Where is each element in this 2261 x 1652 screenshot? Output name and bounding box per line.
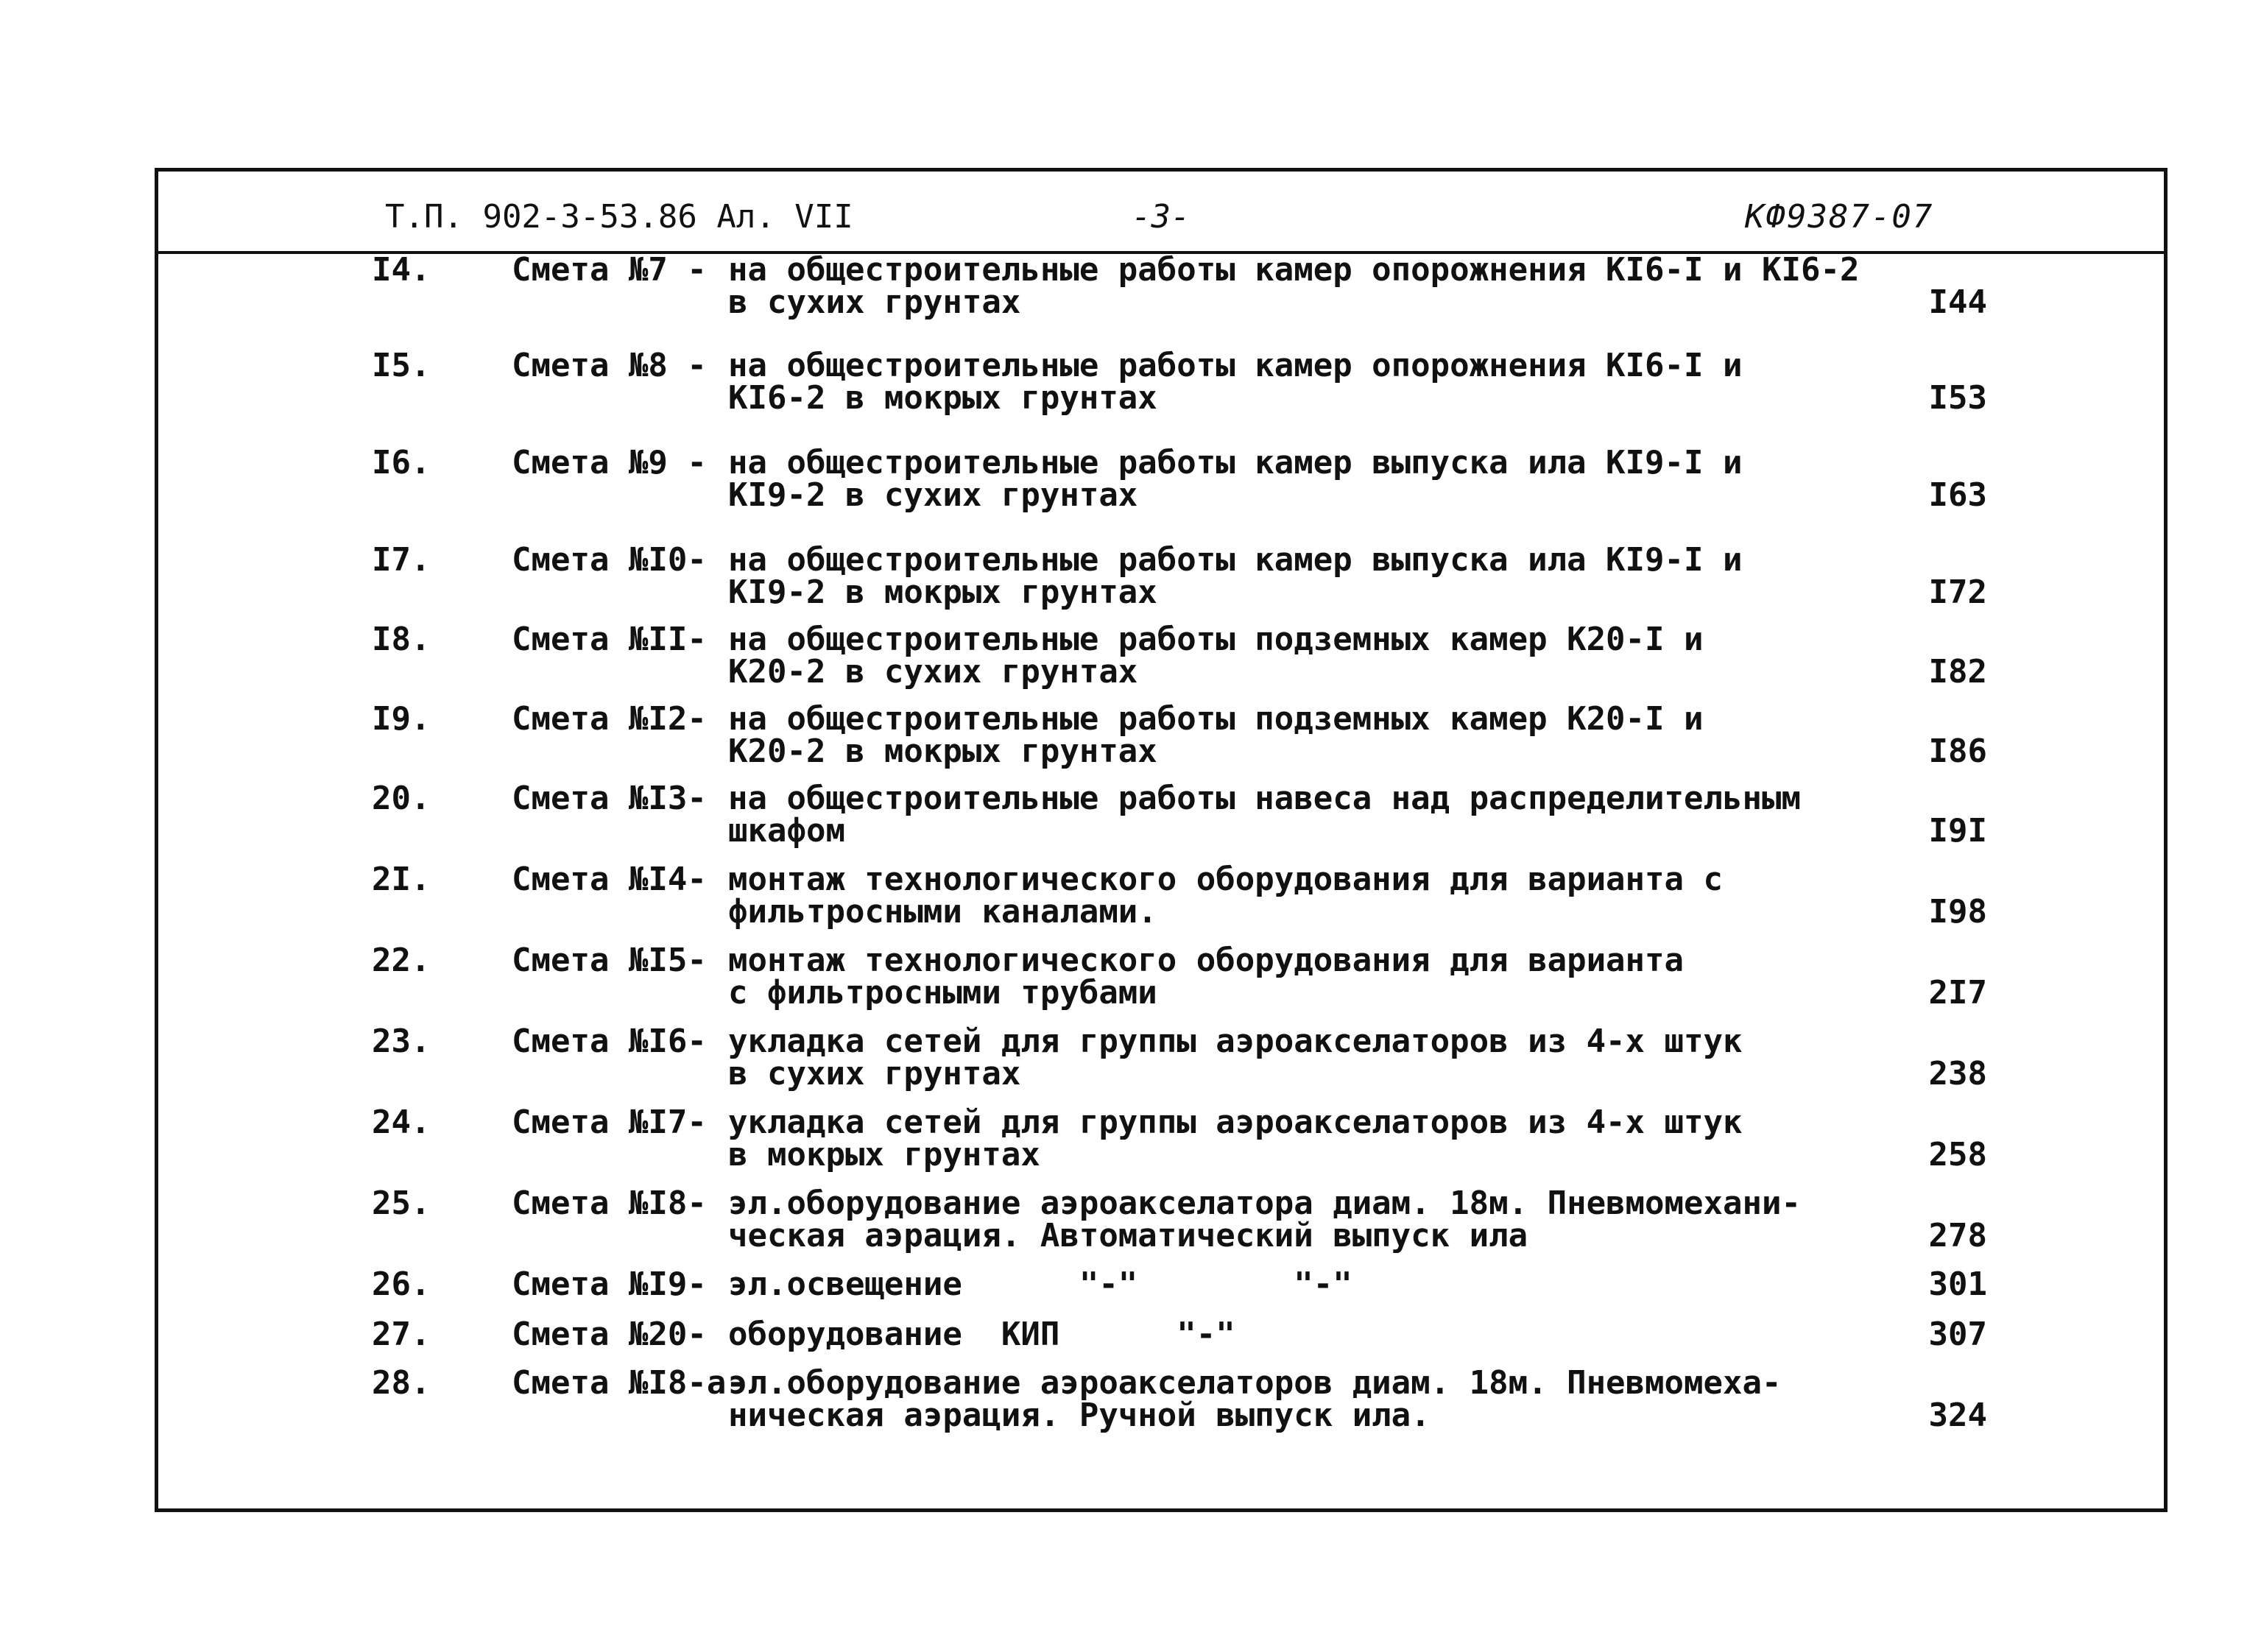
entry-page-number: I53 xyxy=(1928,379,1987,417)
estimate-label: Смета №7 - xyxy=(512,251,707,289)
estimate-label: Смета №I8-а- xyxy=(512,1364,746,1402)
estimate-label: Смета №I7- xyxy=(512,1104,707,1141)
toc-entry xyxy=(158,1106,2164,1171)
entry-description-continued: ческая аэрация. Автоматический выпуск ила xyxy=(728,1217,1528,1254)
entry-page-number: I98 xyxy=(1928,893,1987,931)
document-code: Т.П. 902-3-53.86 Ал. VII xyxy=(385,198,853,236)
entry-number: I4. xyxy=(372,251,431,289)
entry-description: эл.освещение "-" "-" xyxy=(728,1266,1352,1303)
entry-description: на общестроительные работы камер опорожнения КI6-I и xyxy=(728,347,1743,384)
entry-number: 28. xyxy=(372,1364,431,1402)
entry-page-number: I63 xyxy=(1928,476,1987,514)
entry-page-number: I72 xyxy=(1928,573,1987,611)
entry-description-continued: КI6-2 в мокрых грунтах xyxy=(728,379,1157,417)
toc-entry xyxy=(158,347,2164,417)
entry-page-number: 307 xyxy=(1928,1316,1987,1353)
entry-description-continued: КI9-2 в мокрых грунтах xyxy=(728,573,1157,611)
entry-description-continued: в сухих грунтах xyxy=(728,283,1021,321)
toc-entry xyxy=(158,444,2164,514)
entry-description: укладка сетей для группы аэроакселаторов из 4-х штук xyxy=(728,1104,1743,1141)
entry-page-number: I9I xyxy=(1928,812,1987,850)
entry-page-number: I82 xyxy=(1928,653,1987,691)
estimate-label: Смета №9 - xyxy=(512,444,707,481)
entry-description: эл.оборудование аэроакселатора диам. 18м. Пневмомехани- xyxy=(728,1185,1801,1222)
entry-page-number: 258 xyxy=(1928,1136,1987,1173)
entry-description: на общестроительные работы навеса над распределительным xyxy=(728,780,1801,817)
estimate-label: Смета №I8- xyxy=(512,1185,707,1222)
entry-description: на общестроительные работы подземных камер К20-I и xyxy=(728,700,1704,738)
toc-entry xyxy=(158,541,2164,611)
entry-number: 20. xyxy=(372,780,431,817)
entry-page-number: 278 xyxy=(1928,1217,1987,1254)
toc-entry xyxy=(158,1187,2164,1252)
entry-description-continued: с фильтросными трубами xyxy=(728,974,1157,1012)
estimate-label: Смета №II- xyxy=(512,621,707,658)
entry-page-number: 2I7 xyxy=(1928,974,1987,1012)
estimate-label: Смета №I6- xyxy=(512,1023,707,1060)
toc-entry xyxy=(158,251,2164,321)
entry-number: 2I. xyxy=(372,861,431,898)
reference-stamp: КФ9387-07 xyxy=(1745,198,1934,236)
entry-number: I5. xyxy=(372,347,431,384)
entry-number: 27. xyxy=(372,1316,431,1353)
estimate-label: Смета №20- xyxy=(512,1316,707,1353)
entry-description: монтаж технологического оборудования для варианта xyxy=(728,942,1685,979)
toc-entry xyxy=(158,780,2164,850)
page-header xyxy=(158,172,2164,254)
estimate-label: Смета №I2- xyxy=(512,700,707,738)
toc-entry xyxy=(158,700,2164,770)
entry-page-number: I44 xyxy=(1928,283,1987,321)
entry-description: эл.оборудование аэроакселаторов диам. 18м. Пневмомеха- xyxy=(728,1364,1782,1402)
estimate-label: Смета №I0- xyxy=(512,541,707,579)
entry-description-continued: К20-2 в сухих грунтах xyxy=(728,653,1138,691)
entry-description: на общестроительные работы камер выпуска ила КI9-I и xyxy=(728,444,1743,481)
entry-description-continued: в сухих грунтах xyxy=(728,1055,1021,1092)
entry-page-number: 324 xyxy=(1928,1397,1987,1434)
entry-number: 24. xyxy=(372,1104,431,1141)
entry-page-number: 238 xyxy=(1928,1055,1987,1092)
page-number: -3- xyxy=(1132,198,1191,236)
entry-number: 22. xyxy=(372,942,431,979)
entry-description-continued: КI9-2 в сухих грунтах xyxy=(728,476,1138,514)
entry-number: 23. xyxy=(372,1023,431,1060)
entry-description: оборудование КИП "-" xyxy=(728,1316,1235,1353)
entry-page-number: 301 xyxy=(1928,1266,1987,1303)
toc-entry xyxy=(158,1364,2164,1434)
document-frame xyxy=(155,168,2167,1512)
toc-entry xyxy=(158,621,2164,691)
toc-entry xyxy=(158,1316,2164,1353)
entry-number: I8. xyxy=(372,621,431,658)
entry-number: I9. xyxy=(372,700,431,738)
entry-number: 26. xyxy=(372,1266,431,1303)
toc-entry xyxy=(158,942,2164,1012)
entry-description-continued: фильтросными каналами. xyxy=(728,893,1157,931)
entry-description-continued: К20-2 в мокрых грунтах xyxy=(728,733,1157,770)
entry-description: монтаж технологического оборудования для варианта с xyxy=(728,861,1724,898)
entry-number: 25. xyxy=(372,1185,431,1222)
entry-number: I6. xyxy=(372,444,431,481)
estimate-label: Смета №I3- xyxy=(512,780,707,817)
entry-description-continued: шкафом xyxy=(728,812,845,850)
estimate-label: Смета №I5- xyxy=(512,942,707,979)
toc-entry xyxy=(158,861,2164,931)
estimate-label: Смета №I4- xyxy=(512,861,707,898)
toc-entry xyxy=(158,1023,2164,1092)
entry-description: укладка сетей для группы аэроакселаторов из 4-х штук xyxy=(728,1023,1743,1060)
toc-entry xyxy=(158,1268,2164,1301)
estimate-label: Смета №I9- xyxy=(512,1266,707,1303)
contents-list xyxy=(158,251,2164,1505)
entry-description: на общестроительные работы камер выпуска ила КI9-I и xyxy=(728,541,1743,579)
entry-description: на общестроительные работы подземных камер К20-I и xyxy=(728,621,1704,658)
estimate-label: Смета №8 - xyxy=(512,347,707,384)
entry-number: I7. xyxy=(372,541,431,579)
entry-description: на общестроительные работы камер опорожнения КI6-I и КI6-2 xyxy=(728,251,1860,289)
entry-page-number: I86 xyxy=(1928,733,1987,770)
entry-description-continued: ническая аэрация. Ручной выпуск ила. xyxy=(728,1397,1431,1434)
entry-description-continued: в мокрых грунтах xyxy=(728,1136,1040,1173)
